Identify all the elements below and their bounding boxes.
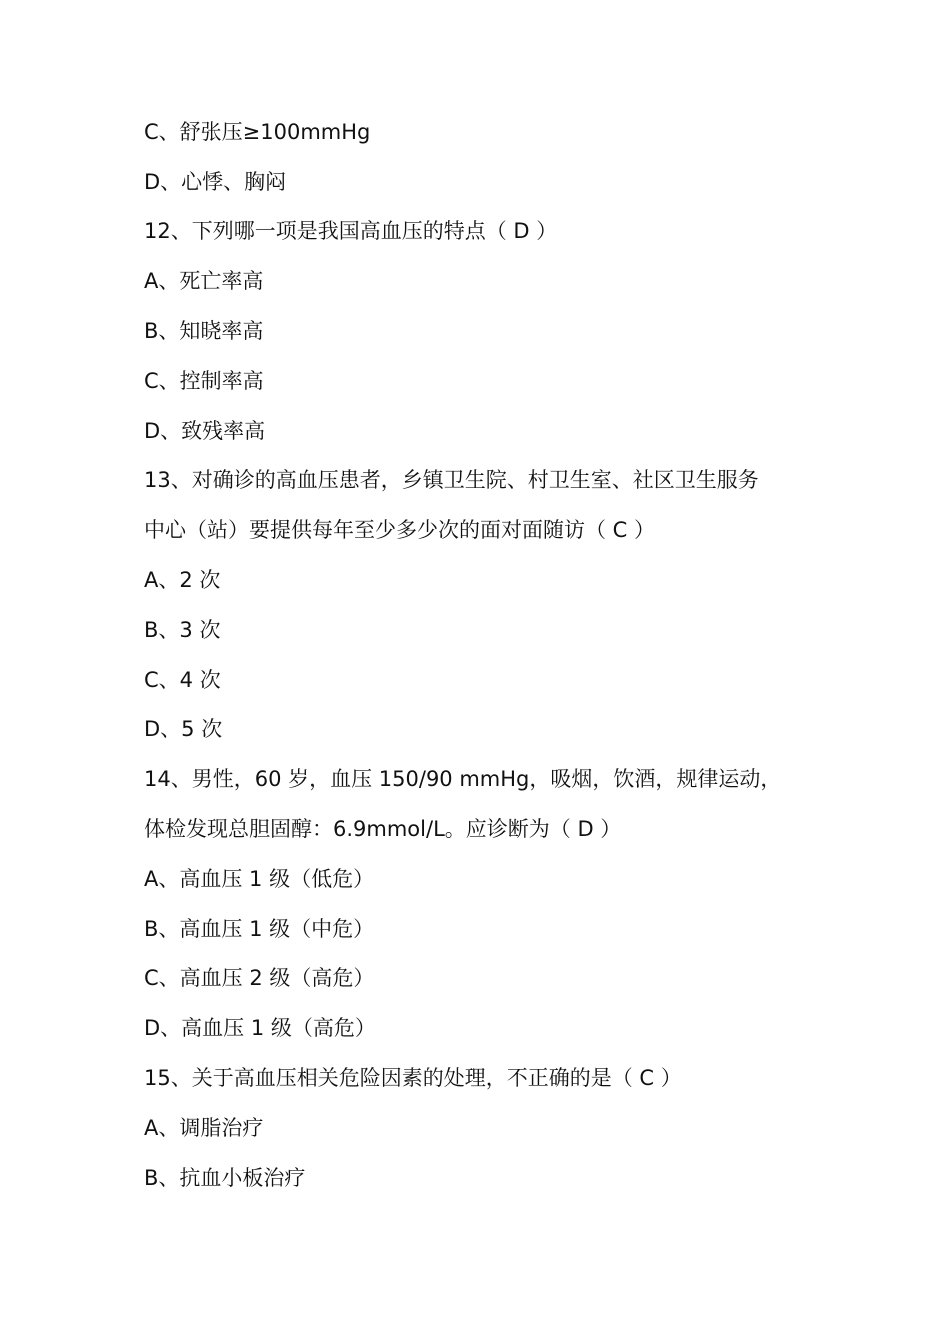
- option-d: D、5 次: [144, 717, 223, 741]
- option-a: A、2 次: [144, 568, 221, 592]
- option-d: D、致残率高: [144, 419, 266, 443]
- option-b: B、知晓率高: [144, 319, 264, 343]
- option-d-palpitation: D、心悸、胸闷: [144, 170, 287, 194]
- option-a: A、调脂治疗: [144, 1116, 264, 1140]
- option-b: B、高血压 1 级（中危）: [144, 917, 375, 941]
- option-d: D、高血压 1 级（高危）: [144, 1016, 376, 1040]
- option-b: B、抗血小板治疗: [144, 1166, 306, 1190]
- option-a: A、高血压 1 级（低危）: [144, 867, 375, 891]
- option-c: C、高血压 2 级（高危）: [144, 966, 375, 990]
- option-c: C、控制率高: [144, 369, 264, 393]
- option-c: C、4 次: [144, 668, 221, 692]
- option-b: B、3 次: [144, 618, 221, 642]
- option-c-diastolic: C、舒张压≥100mmHg: [144, 120, 371, 144]
- option-a: A、死亡率高: [144, 269, 264, 293]
- question-14-line-1: 14、男性，60 岁，血压 150/90 mmHg，吸烟，饮酒，规律运动，: [144, 767, 782, 791]
- question-15: 15、关于高血压相关危险因素的处理，不正确的是（ C ）: [144, 1066, 682, 1090]
- question-13-line-2: 中心（站）要提供每年至少多少次的面对面随访（ C ）: [144, 518, 656, 542]
- question-14-line-2: 体检发现总胆固醇：6.9mmol/L。应诊断为（ D ）: [144, 817, 622, 841]
- question-13-line-1: 13、对确诊的高血压患者，乡镇卫生院、村卫生室、社区卫生服务: [144, 468, 759, 492]
- question-12: 12、下列哪一项是我国高血压的特点（ D ）: [144, 219, 558, 243]
